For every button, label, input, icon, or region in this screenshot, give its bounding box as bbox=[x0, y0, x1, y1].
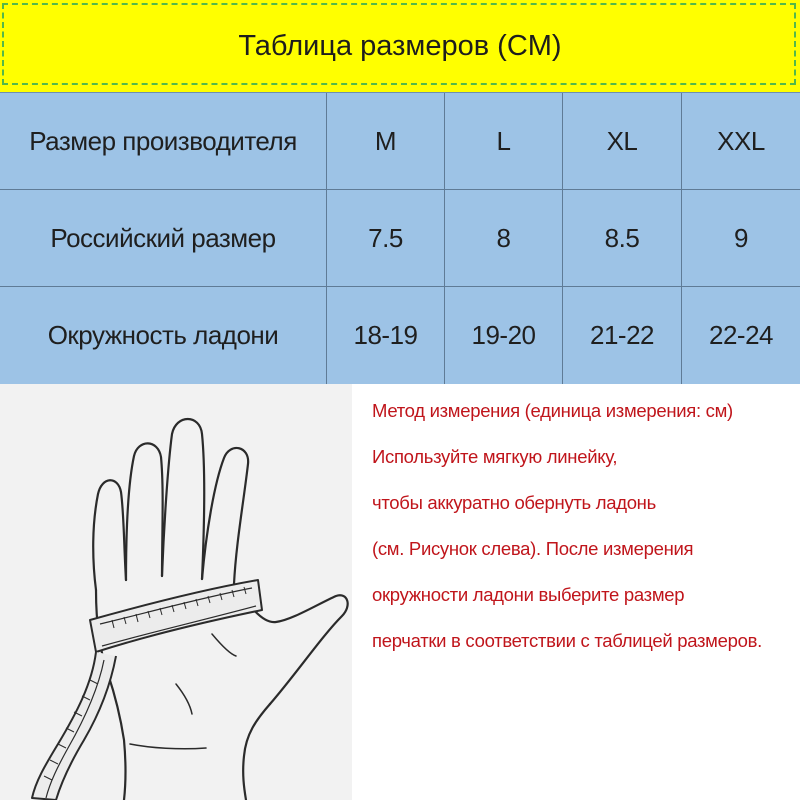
table-row-russian-size bbox=[0, 190, 800, 287]
row-label: Размер производителя bbox=[0, 93, 327, 189]
table-cell: 19-20 bbox=[445, 287, 563, 384]
table-cell: XXL bbox=[717, 125, 765, 156]
instruction-line: Метод измерения (единица измерения: см) bbox=[372, 400, 733, 421]
measurement-instructions bbox=[372, 398, 798, 674]
table-cell: 22-24 bbox=[709, 320, 773, 350]
table-row-manufacturer-size bbox=[0, 93, 800, 190]
instruction-line: перчатки в соответствии с таблицей размеров. bbox=[372, 630, 762, 651]
instruction-line: (см. Рисунок слева). После измерения bbox=[372, 538, 694, 559]
measurement-section bbox=[0, 384, 800, 800]
table-cell: 8 bbox=[445, 190, 563, 286]
size-chart-header bbox=[0, 0, 800, 92]
hand-with-measuring-tape-icon bbox=[0, 384, 352, 800]
table-cell: 9 bbox=[734, 222, 748, 253]
table-cell: 8.5 bbox=[563, 190, 682, 286]
hand-illustration-panel bbox=[0, 384, 352, 800]
table-cell: 18-19 bbox=[327, 287, 445, 384]
instruction-line: чтобы аккуратно обернуть ладонь bbox=[372, 492, 656, 513]
table-cell: XL bbox=[563, 93, 682, 189]
table-row-palm-circumference bbox=[0, 287, 800, 385]
size-table bbox=[0, 92, 800, 384]
table-cell: 21-22 bbox=[563, 287, 682, 384]
row-label: Российский размер bbox=[0, 190, 327, 286]
table-cell: M bbox=[327, 93, 445, 189]
row-label: Окружность ладони bbox=[0, 287, 327, 384]
instruction-line: окружности ладони выберите размер bbox=[372, 584, 685, 605]
table-cell: L bbox=[445, 93, 563, 189]
instruction-line: Используйте мягкую линейку, bbox=[372, 446, 618, 467]
size-chart-title: Таблица размеров (CM) bbox=[238, 29, 562, 62]
table-cell: 7.5 bbox=[327, 190, 445, 286]
